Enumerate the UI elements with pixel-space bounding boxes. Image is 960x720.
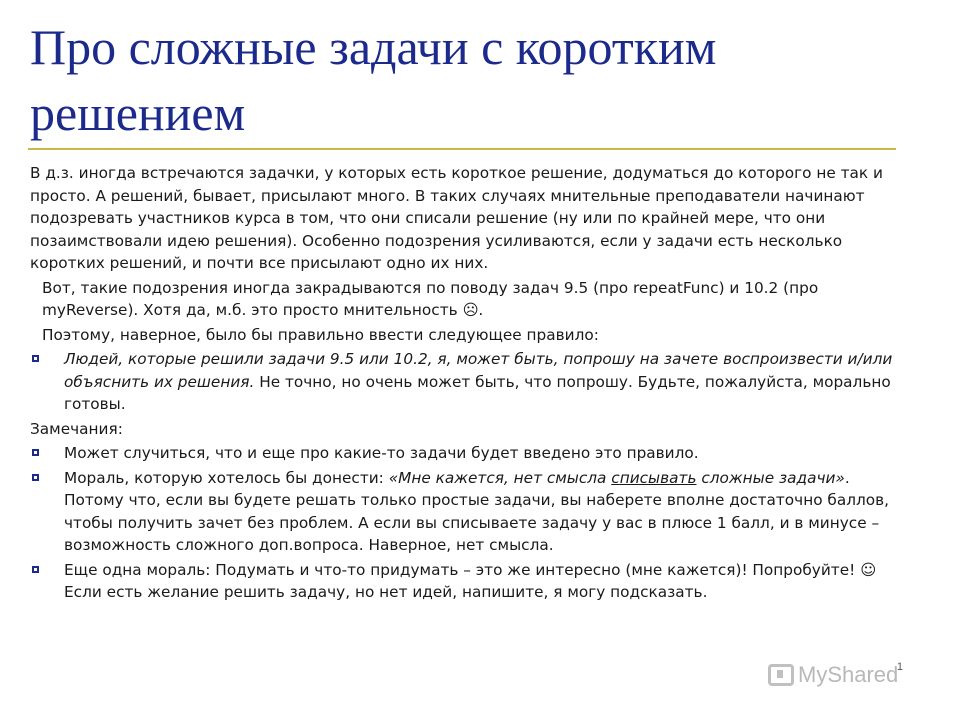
rule-rest-text: Не точно, но очень может быть, что попрошу. Будьте, пожалуйста, морально готовы. <box>64 372 891 413</box>
watermark <box>768 662 898 688</box>
watermark-text: MyShared <box>798 662 899 687</box>
remark-2-start: Мораль, которую хотелось бы донести: <box>64 468 389 487</box>
remark-2-quote-b: сложные задачи» <box>696 468 845 487</box>
list-item <box>30 559 910 604</box>
rule-italic-text: Людей, которые решили задачи 9.5 или 10.2, я, может быть, попрошу на зачете воспроизвести и/или объяснить их решения. <box>64 350 893 391</box>
remark-2-rest: . Потому что, если вы будете решать только простые задачи, вы наберете вполне достаточно баллов, чтобы получить зачет без проблем. А если вы списываете задачу у вас в плюсе 1 балл, и в минусе – возможность сложного доп.вопроса. Наверное, нет смысла. <box>64 468 890 554</box>
watermark-logo-icon <box>768 664 794 686</box>
remark-1-text: Может случиться, что и еще про какие-то задачи будет введено это правило. <box>64 444 699 462</box>
list-item <box>30 348 910 416</box>
slide-body <box>30 162 910 606</box>
page-number: 1 <box>896 661 903 673</box>
rule-item-text <box>64 348 910 416</box>
slide-title: Про сложные задачи с коротким решением <box>30 19 717 141</box>
list-item <box>30 467 910 557</box>
suspicion-paragraph: Вот, такие подозрения иногда закрадываются по поводу задач 9.5 (про repeatFunc) и 10.2 (про myReverse). Хотя да, м.б. это просто мнительность ☹. <box>42 278 819 319</box>
remark-2-quote-underlined: списывать <box>611 468 697 487</box>
remark-2-quote-a: «Мне кажется, нет смысла <box>388 468 612 487</box>
square-bullet-icon <box>30 442 64 465</box>
intro-paragraph: В д.з. иногда встречаются задачки, у которых есть короткое решение, додуматься до которого не так и просто. А решений, бывает, присылают много. В таких случаях мнительные преподаватели начинают подозревать участников курса в том, что они списали решение (ну или по крайней мере, что они позаимствовали идею решения). Особенно подозрения усиливаются, если у задачи есть несколько коротких решений, и почти все присылают одно их них. <box>30 164 883 272</box>
list-item <box>30 442 910 465</box>
square-bullet-icon <box>30 559 64 604</box>
square-bullet-icon <box>30 467 64 557</box>
remarks-label: Замечания: <box>30 419 123 438</box>
title-divider <box>28 148 896 150</box>
remark-2-text <box>64 467 910 557</box>
square-bullet-icon <box>30 348 64 416</box>
remark-3-text: Еще одна мораль: Подумать и что-то придумать – это же интересно (мне кажется)! Попробуйте! ☺ Если есть желание решить задачу, но нет идей, напишите, я могу подсказать. <box>64 560 877 601</box>
rule-intro-paragraph: Поэтому, наверное, было бы правильно ввести следующее правило: <box>42 325 599 344</box>
